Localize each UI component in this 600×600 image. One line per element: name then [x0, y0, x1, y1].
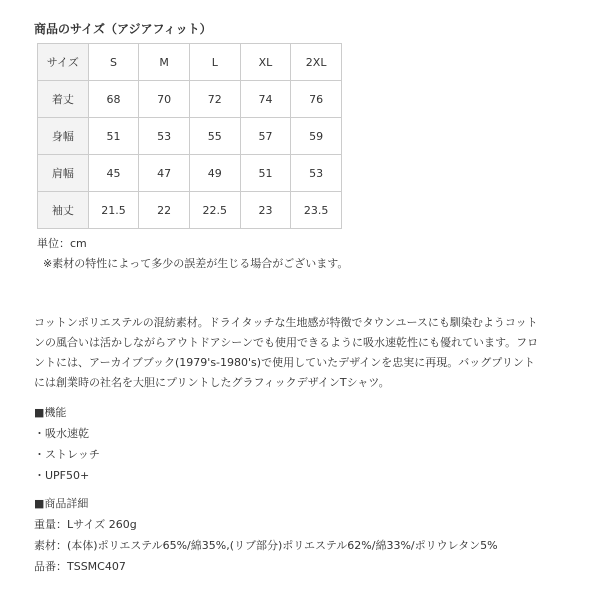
size-table	[37, 43, 342, 229]
feature-item: ・吸水速乾	[34, 427, 89, 440]
size-column-header: L	[189, 44, 240, 81]
features-section	[34, 402, 100, 486]
table-cell: 70	[139, 81, 190, 118]
row-label: 着丈	[38, 81, 89, 118]
table-row	[38, 81, 342, 118]
table-cell: 47	[139, 155, 190, 192]
table-cell: 49	[189, 155, 240, 192]
table-cell: 55	[189, 118, 240, 155]
table-cell: 53	[139, 118, 190, 155]
description-line: ントには、アーカイブブック(1979's-1980's)で使用していたデザインを忠実に再現。バッグプリント	[34, 356, 535, 369]
table-cell: 21.5	[88, 192, 139, 229]
description-line: コットンポリエステルの混紡素材。ドライタッチな生地感が特徴でタウンユースにも馴染むようコット	[34, 316, 538, 329]
measurement-note: ※素材の特性によって多少の誤差が生じる場合がございます。	[43, 257, 349, 270]
feature-item: ・ストレッチ	[34, 448, 100, 461]
table-cell: 74	[240, 81, 291, 118]
table-cell: 51	[240, 155, 291, 192]
features-heading: ■機能	[34, 406, 67, 419]
row-label: 身幅	[38, 118, 89, 155]
detail-material: 素材：(本体)ポリエステル65%/綿35%,(リブ部分)ポリエステル62%/綿33%/ポリウレタン5%	[34, 539, 498, 552]
table-cell: 23.5	[291, 192, 342, 229]
unit-label: 単位：cm	[37, 237, 87, 250]
table-cell: 45	[88, 155, 139, 192]
row-label: 袖丈	[38, 192, 89, 229]
table-row	[38, 192, 342, 229]
details-section	[34, 493, 498, 577]
table-cell: 22	[139, 192, 190, 229]
description-line: には創業時の社名を大胆にプリントしたグラフィックデザインTシャツ。	[34, 376, 390, 389]
description-line: ンの風合いは活かしながらアウトドアシーンでも使用できるように吸水速乾性にも優れています。フロ	[34, 336, 539, 349]
size-column-header: XL	[240, 44, 291, 81]
table-row	[38, 118, 342, 155]
detail-product-code: 品番：TSSMC407	[34, 560, 126, 573]
size-column-header: S	[88, 44, 139, 81]
table-row	[38, 155, 342, 192]
size-column-header: 2XL	[291, 44, 342, 81]
table-header-row	[38, 44, 342, 81]
table-cell: 68	[88, 81, 139, 118]
product-description	[34, 313, 574, 393]
size-section-title: 商品のサイズ（アジアフィット）	[34, 22, 212, 36]
table-cell: 59	[291, 118, 342, 155]
table-cell: 23	[240, 192, 291, 229]
detail-weight: 重量：Lサイズ 260g	[34, 518, 137, 531]
table-cell: 76	[291, 81, 342, 118]
size-column-header: M	[139, 44, 190, 81]
feature-item: ・UPF50+	[34, 469, 90, 482]
table-cell: 57	[240, 118, 291, 155]
table-cell: 53	[291, 155, 342, 192]
table-cell: 22.5	[189, 192, 240, 229]
details-heading: ■商品詳細	[34, 497, 89, 510]
table-corner-cell: サイズ	[38, 44, 89, 81]
row-label: 肩幅	[38, 155, 89, 192]
table-cell: 51	[88, 118, 139, 155]
table-cell: 72	[189, 81, 240, 118]
